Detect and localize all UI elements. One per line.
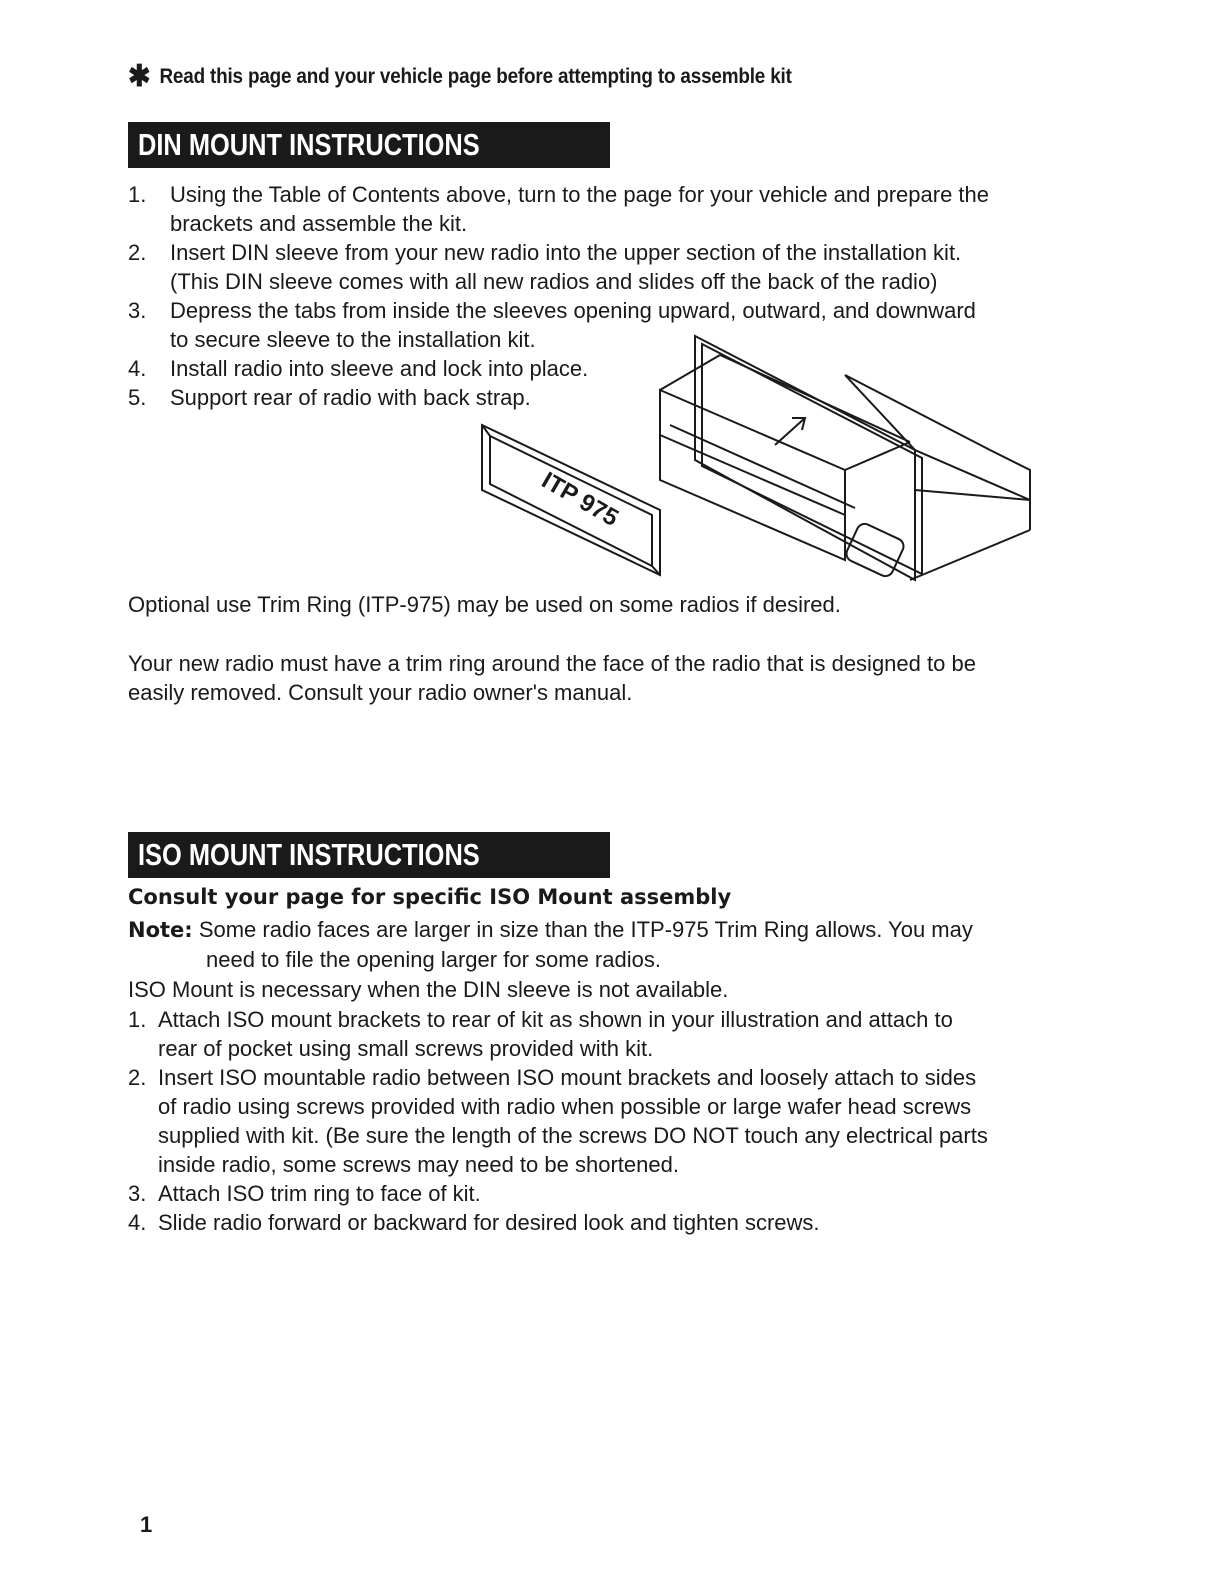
iso-subheading: Consult your page for specific ISO Mount assembly xyxy=(128,885,732,909)
iso-step: 2. Insert ISO mountable radio between ISO mount brackets and loosely attach to sides of radio using screws provided with radio when possible or large wafer head screws supplied with kit. (Be sure the length of the screws DO NOT touch any electrical parts inside radio, some screws may need to be shortened. xyxy=(128,1065,988,1177)
iso-section-title: ISO MOUNT INSTRUCTIONS xyxy=(128,832,610,878)
din-section-title: DIN MOUNT INSTRUCTIONS xyxy=(128,122,610,168)
din-step: 1. Using the Table of Contents above, turn to the page for your vehicle and prepare the brackets and assemble the kit. xyxy=(128,182,990,236)
din-kit-illustration xyxy=(470,330,1040,590)
iso-note: Note: Some radio faces are larger in size than the ITP-975 Trim Ring allows. You may need to file the opening larger for some radios. xyxy=(128,917,973,972)
trim-ring-illustration xyxy=(482,425,660,575)
iso-necessity-note: ISO Mount is necessary when the DIN sleeve is not available. xyxy=(128,977,729,1002)
notice-text: Read this page and your vehicle page before attempting to assemble kit xyxy=(159,65,792,88)
asterisk-star-icon: ✱ xyxy=(128,60,151,93)
warning-notice xyxy=(128,62,1028,92)
trim-ring-label: ITP 975 xyxy=(537,466,623,533)
din-step: 3. Depress the tabs from inside the sleeves opening upward, outward, and downward to secure sleeve to the installation kit. xyxy=(128,298,976,352)
iso-step: 4. Slide radio forward or backward for desired look and tighten screws. xyxy=(128,1210,820,1235)
iso-step: 1. Attach ISO mount brackets to rear of kit as shown in your illustration and attach to rear of pocket using small screws provided with kit. xyxy=(128,1007,953,1061)
din-step: 2. Insert DIN sleeve from your new radio into the upper section of the installation kit. (This DIN sleeve comes with all new radios and slides off the back of the radio) xyxy=(128,240,962,294)
din-sleeve-illustration xyxy=(660,336,1030,580)
iso-steps-list xyxy=(128,1005,1108,1237)
iso-step: 3. Attach ISO trim ring to face of kit. xyxy=(128,1181,481,1206)
din-step: 4. Install radio into sleeve and lock into place. xyxy=(128,356,589,381)
page-number: 1 xyxy=(140,1512,153,1537)
note-label: Note: xyxy=(128,918,193,942)
trim-ring-optional-note: Optional use Trim Ring (ITP-975) may be used on some radios if desired. xyxy=(128,592,841,617)
din-step: 5. Support rear of radio with back strap. xyxy=(128,385,531,410)
trim-ring-removal-note: Your new radio must have a trim ring around the face of the radio that is designed to be easily removed. Consult your radio owner's manual. xyxy=(128,651,976,705)
